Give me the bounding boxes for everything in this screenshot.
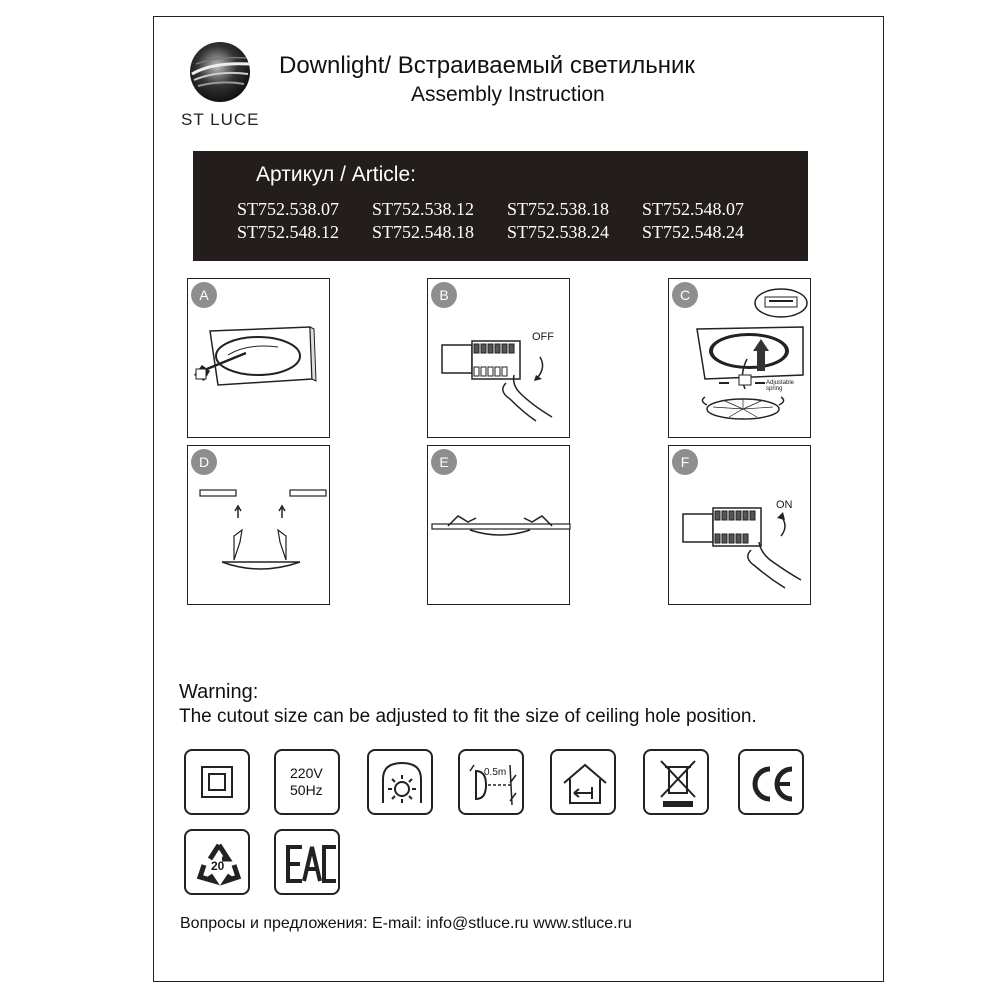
article-code: ST752.548.18 bbox=[372, 222, 475, 242]
voltage-label: 220V bbox=[290, 765, 323, 781]
step-c-panel bbox=[668, 278, 811, 438]
step-badge: B bbox=[431, 282, 457, 308]
on-label: ON bbox=[776, 499, 793, 511]
article-label: Артикул / Article: bbox=[256, 163, 416, 186]
class-ii-icon bbox=[184, 749, 250, 815]
distance-icon bbox=[458, 749, 524, 815]
article-code: ST752.548.24 bbox=[642, 222, 745, 242]
recycle-icon bbox=[184, 829, 250, 895]
recycle-number: 20 bbox=[211, 859, 225, 873]
page-title: Downlight/ Встраиваемый светильник bbox=[279, 52, 695, 79]
step-b-panel bbox=[427, 278, 570, 438]
step-badge: D bbox=[191, 449, 217, 475]
voltage-icon bbox=[274, 749, 340, 815]
weee-icon bbox=[643, 749, 709, 815]
step-d-panel bbox=[187, 445, 330, 605]
article-code: ST752.548.12 bbox=[237, 222, 340, 242]
article-codes bbox=[237, 199, 777, 243]
article-code: ST752.538.07 bbox=[237, 199, 340, 219]
off-label: OFF bbox=[532, 331, 554, 343]
step-f-panel bbox=[668, 445, 811, 605]
step-e-panel bbox=[427, 445, 570, 605]
article-code: ST752.548.07 bbox=[642, 199, 745, 219]
contact-footer: Вопросы и предложения: E-mail: info@stluce.ru www.stluce.ru bbox=[180, 915, 632, 932]
warning-text: The cutout size can be adjusted to fit the size of ceiling hole position. bbox=[179, 706, 757, 727]
article-code: ST752.538.12 bbox=[372, 199, 475, 219]
step-badge: A bbox=[191, 282, 217, 308]
ce-mark-icon bbox=[738, 749, 804, 815]
frequency-label: 50Hz bbox=[290, 782, 323, 798]
distance-label: 0.5m bbox=[484, 767, 507, 778]
warning-title: Warning: bbox=[179, 681, 259, 703]
page-subtitle: Assembly Instruction bbox=[411, 83, 605, 106]
article-code: ST752.538.18 bbox=[507, 199, 610, 219]
article-code: ST752.538.24 bbox=[507, 222, 610, 242]
step-a-panel bbox=[187, 278, 330, 438]
article-box bbox=[193, 151, 808, 261]
step-badge: C bbox=[672, 282, 698, 308]
step-badge: E bbox=[431, 449, 457, 475]
step-badge: F bbox=[672, 449, 698, 475]
logo-text: ST LUCE bbox=[181, 110, 260, 129]
eac-mark-icon bbox=[274, 829, 340, 895]
adjustable-spring-label: Adjustable spring bbox=[766, 380, 795, 392]
dimming-icon bbox=[367, 749, 433, 815]
indoor-use-icon bbox=[550, 749, 616, 815]
